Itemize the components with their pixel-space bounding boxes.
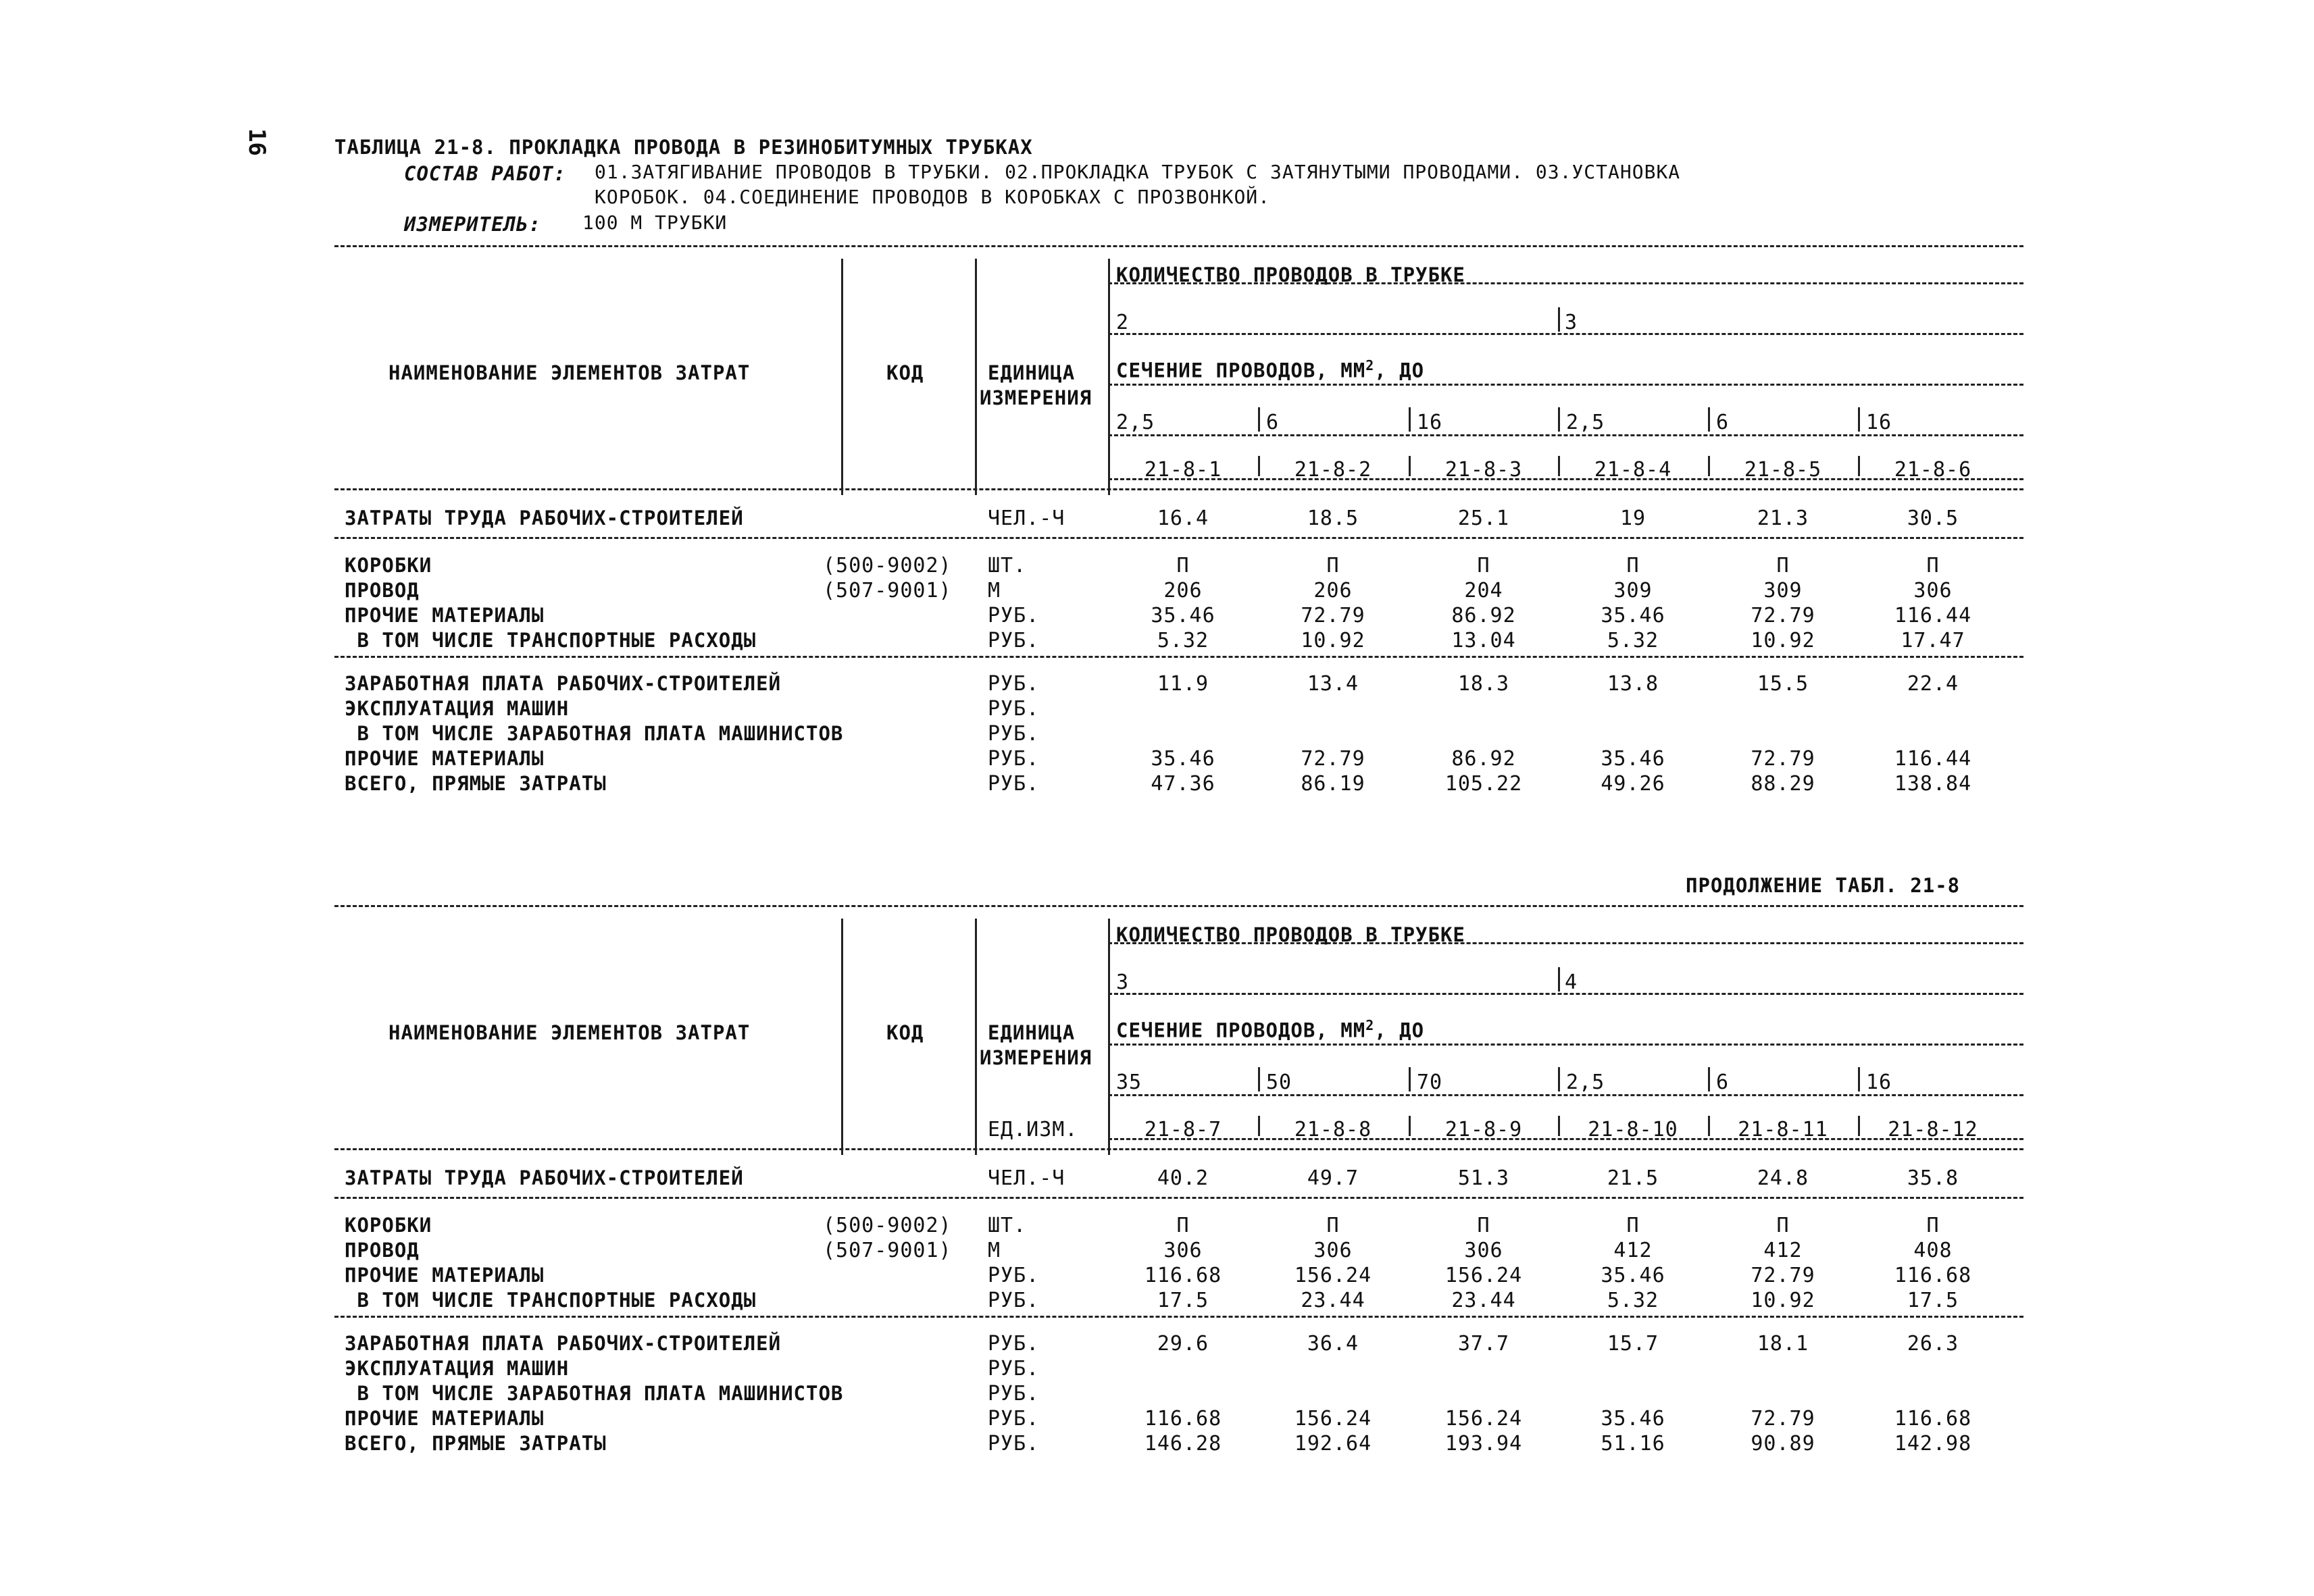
material-value: 72.79 xyxy=(1751,604,1815,627)
cost-row-unit: РУБ. xyxy=(988,747,1040,771)
code-unit-divider xyxy=(975,919,977,1155)
section-label: 16 xyxy=(1417,411,1443,434)
cost-value: 51.16 xyxy=(1601,1432,1665,1456)
column-code: 21-8-10 xyxy=(1588,1118,1678,1141)
column-code: 21-8-8 xyxy=(1294,1118,1372,1141)
column-header-unit: ЕДИНИЦА xyxy=(988,361,1076,384)
section-rule xyxy=(334,537,2023,539)
material-row-unit: РУБ. xyxy=(988,629,1040,652)
labor-value: 21.5 xyxy=(1607,1166,1659,1190)
material-value: 156.24 xyxy=(1294,1264,1372,1287)
material-row-name: В ТОМ ЧИСЛЕ ТРАНСПОРТНЫЕ РАСХОДЫ xyxy=(345,629,757,652)
group-divider xyxy=(1558,307,1560,332)
labor-row-name: ЗАТРАТЫ ТРУДА РАБОЧИХ-СТРОИТЕЛЕЙ xyxy=(345,1166,744,1189)
material-row-unit: РУБ. xyxy=(988,1264,1040,1287)
cost-row-unit: РУБ. xyxy=(988,697,1040,721)
material-value: П xyxy=(1626,554,1640,577)
column-header-unit-abbrev: ЕД.ИЗМ. xyxy=(988,1118,1078,1141)
cost-row-name: ЭКСПЛУАТАЦИЯ МАШИН xyxy=(345,697,570,720)
labor-value: 21.3 xyxy=(1757,507,1809,530)
cost-value: 156.24 xyxy=(1444,1407,1523,1431)
column-header-section: СЕЧЕНИЕ ПРОВОДОВ, $ММ^2$, ДО xyxy=(1116,1017,1425,1042)
cost-value: 11.9 xyxy=(1157,672,1209,696)
material-row-unit: М xyxy=(988,579,1001,602)
labor-value: 40.2 xyxy=(1157,1166,1209,1190)
labor-value: 51.3 xyxy=(1457,1166,1510,1190)
cost-value: 36.4 xyxy=(1307,1332,1359,1356)
material-value: П xyxy=(1477,554,1490,577)
cost-row-name: ЭКСПЛУАТАЦИЯ МАШИН xyxy=(345,1357,570,1380)
material-value: 412 xyxy=(1613,1239,1653,1262)
header-rule xyxy=(1108,384,2023,386)
material-value: П xyxy=(1776,554,1790,577)
cost-value: 142.98 xyxy=(1894,1432,1972,1456)
material-row-code: (500-9002) xyxy=(823,554,952,577)
cost-value: 105.22 xyxy=(1444,772,1523,796)
material-row-unit: ШТ. xyxy=(988,554,1027,577)
section-divider xyxy=(1558,407,1560,432)
column-code: 21-8-4 xyxy=(1594,458,1672,482)
material-row-unit: ШТ. xyxy=(988,1214,1027,1237)
cost-value: 146.28 xyxy=(1144,1432,1222,1456)
material-row-unit: РУБ. xyxy=(988,1289,1040,1312)
material-row-name: ПРОВОД xyxy=(345,1239,420,1262)
column-code: 21-8-6 xyxy=(1894,458,1972,482)
cost-value: 26.3 xyxy=(1907,1332,1959,1356)
cost-row-unit: РУБ. xyxy=(988,1407,1040,1431)
column-header-code: КОД xyxy=(886,1021,924,1044)
cost-value: 72.79 xyxy=(1301,747,1365,771)
cost-value: 35.46 xyxy=(1601,747,1665,771)
table-title: ТАБЛИЦА 21-8. ПРОКЛАДКА ПРОВОДА В РЕЗИНОБИТУМНЫХ ТРУБКАХ xyxy=(334,136,1033,159)
material-value: 5.32 xyxy=(1607,1289,1659,1312)
cost-value: 156.24 xyxy=(1294,1407,1372,1431)
cost-value: 13.4 xyxy=(1307,672,1359,696)
composition-line-2: КОРОБОК. 04.СОЕДИНЕНИЕ ПРОВОДОВ В КОРОБКАХ С ПРОЗВОНКОЙ. xyxy=(595,186,1271,208)
material-row-code: (500-9002) xyxy=(823,1214,952,1237)
column-header-unit: ЕДИНИЦА xyxy=(988,1021,1076,1044)
section-divider xyxy=(1708,1067,1710,1091)
composition-line-1: 01.ЗАТЯГИВАНИЕ ПРОВОДОВ В ТРУБКИ. 02.ПРОКЛАДКА ТРУБОК С ЗАТЯНУТЫМИ ПРОВОДАМИ. 03.УСТАНОВКА xyxy=(595,161,1681,183)
cost-row-name: ПРОЧИЕ МАТЕРИАЛЫ xyxy=(345,747,545,770)
material-value: 23.44 xyxy=(1301,1289,1365,1312)
header-rule xyxy=(1108,1044,2023,1046)
material-value: 35.46 xyxy=(1601,604,1665,627)
column-code: 21-8-12 xyxy=(1888,1118,1978,1141)
cost-value: 13.8 xyxy=(1607,672,1659,696)
name-code-divider xyxy=(841,259,843,495)
section-divider xyxy=(1858,1067,1860,1091)
section-divider xyxy=(1558,1067,1560,1091)
name-code-divider xyxy=(841,919,843,1155)
labor-row-name: ЗАТРАТЫ ТРУДА РАБОЧИХ-СТРОИТЕЛЕЙ xyxy=(345,507,744,530)
labor-value: 49.7 xyxy=(1307,1166,1359,1190)
material-value: 10.92 xyxy=(1751,629,1815,652)
header-rule xyxy=(1108,434,2023,436)
cost-row-unit: РУБ. xyxy=(988,772,1040,796)
material-value: 13.04 xyxy=(1451,629,1516,652)
cost-row-name: В ТОМ ЧИСЛЕ ЗАРАБОТНАЯ ПЛАТА МАШИНИСТОВ xyxy=(345,722,844,745)
cost-row-unit: РУБ. xyxy=(988,1432,1040,1456)
material-value: П xyxy=(1326,1214,1340,1237)
material-value: П xyxy=(1776,1214,1790,1237)
material-value: 72.79 xyxy=(1751,1264,1815,1287)
composition-label: СОСТАВ РАБОТ: xyxy=(404,162,566,185)
cost-value: 72.79 xyxy=(1751,1407,1815,1431)
labor-value: 25.1 xyxy=(1457,507,1510,530)
cost-row-unit: РУБ. xyxy=(988,722,1040,746)
column-header-section: СЕЧЕНИЕ ПРОВОДОВ, $ММ^2$, ДО xyxy=(1116,357,1425,382)
labor-value: 18.5 xyxy=(1307,507,1359,530)
section-label: 16 xyxy=(1866,1071,1892,1094)
section-rule xyxy=(334,1316,2023,1318)
material-row-code: (507-9001) xyxy=(823,579,952,602)
material-value: 86.92 xyxy=(1451,604,1516,627)
material-value: П xyxy=(1176,554,1190,577)
continuation-label: ПРОДОЛЖЕНИЕ ТАБЛ. 21-8 xyxy=(1686,874,1961,897)
measure-value: 100 М ТРУБКИ xyxy=(582,211,728,234)
cost-value: 90.89 xyxy=(1751,1432,1815,1456)
section-label: 35 xyxy=(1116,1071,1142,1094)
material-value: 72.79 xyxy=(1301,604,1365,627)
material-value: П xyxy=(1477,1214,1490,1237)
column-code: 21-8-1 xyxy=(1144,458,1222,482)
section-divider xyxy=(1708,407,1710,432)
column-header-name: НАИМЕНОВАНИЕ ЭЛЕМЕНТОВ ЗАТРАТ xyxy=(388,1021,751,1044)
header-bottom-rule xyxy=(334,488,2023,490)
cost-row-name: ПРОЧИЕ МАТЕРИАЛЫ xyxy=(345,1407,545,1430)
material-value: 412 xyxy=(1763,1239,1803,1262)
section-label: 6 xyxy=(1266,411,1280,434)
material-value: П xyxy=(1926,554,1940,577)
section-label: 50 xyxy=(1266,1071,1292,1094)
wire-group-label: 3 xyxy=(1565,311,1578,334)
cost-row-unit: РУБ. xyxy=(988,1332,1040,1356)
cost-row-unit: РУБ. xyxy=(988,1357,1040,1381)
material-value: П xyxy=(1926,1214,1940,1237)
section-rule xyxy=(334,1197,2023,1199)
table-top-rule xyxy=(334,245,2023,247)
material-value: П xyxy=(1626,1214,1640,1237)
column-code: 21-8-11 xyxy=(1738,1118,1828,1141)
material-row-name: ПРОВОД xyxy=(345,579,420,602)
section-label: 6 xyxy=(1716,1071,1730,1094)
material-value: 309 xyxy=(1613,579,1653,602)
material-value: 17.5 xyxy=(1157,1289,1209,1312)
column-code: 21-8-3 xyxy=(1444,458,1523,482)
material-value: 116.44 xyxy=(1894,604,1972,627)
material-row-name: В ТОМ ЧИСЛЕ ТРАНСПОРТНЫЕ РАСХОДЫ xyxy=(345,1289,757,1312)
material-value: 306 xyxy=(1913,579,1953,602)
column-header-unit-2: ИЗМЕРЕНИЯ xyxy=(980,386,1092,409)
column-header-code: КОД xyxy=(886,361,924,384)
cost-value: 18.3 xyxy=(1457,672,1510,696)
cost-value: 29.6 xyxy=(1157,1332,1209,1356)
cost-value: 35.46 xyxy=(1151,747,1215,771)
cost-value: 116.68 xyxy=(1894,1407,1972,1431)
material-row-code: (507-9001) xyxy=(823,1239,952,1262)
column-header-unit-2: ИЗМЕРЕНИЯ xyxy=(980,1046,1092,1069)
cost-value: 86.19 xyxy=(1301,772,1365,796)
cost-value: 138.84 xyxy=(1894,772,1972,796)
labor-value: 24.8 xyxy=(1757,1166,1809,1190)
section-label: 2,5 xyxy=(1566,1071,1605,1094)
column-code: 21-8-5 xyxy=(1744,458,1822,482)
cost-row-unit: РУБ. xyxy=(988,1382,1040,1406)
material-value: 35.46 xyxy=(1151,604,1215,627)
cost-value: 47.36 xyxy=(1151,772,1215,796)
cost-row-name: В ТОМ ЧИСЛЕ ЗАРАБОТНАЯ ПЛАТА МАШИНИСТОВ xyxy=(345,1382,844,1405)
labor-value: 16.4 xyxy=(1157,507,1209,530)
material-value: 10.92 xyxy=(1751,1289,1815,1312)
column-code: 21-8-2 xyxy=(1294,458,1372,482)
table-top-rule xyxy=(334,905,2023,907)
material-value: 5.32 xyxy=(1157,629,1209,652)
cost-row-name: ЗАРАБОТНАЯ ПЛАТА РАБОЧИХ-СТРОИТЕЛЕЙ xyxy=(345,672,782,695)
material-value: 156.24 xyxy=(1444,1264,1523,1287)
labor-value: 35.8 xyxy=(1907,1166,1959,1190)
wire-group-label: 3 xyxy=(1116,971,1130,994)
cost-row-name: ВСЕГО, ПРЯМЫЕ ЗАТРАТЫ xyxy=(345,1432,607,1455)
labor-value: 19 xyxy=(1619,507,1646,530)
column-code: 21-8-7 xyxy=(1144,1118,1222,1141)
material-value: 17.5 xyxy=(1907,1289,1959,1312)
material-value: 10.92 xyxy=(1301,629,1365,652)
measure-label: ИЗМЕРИТЕЛЬ: xyxy=(404,213,542,236)
section-rule xyxy=(334,656,2023,658)
section-label: 2,5 xyxy=(1116,411,1155,434)
material-value: 116.68 xyxy=(1144,1264,1222,1287)
column-header-wire-count: КОЛИЧЕСТВО ПРОВОДОВ В ТРУБКЕ xyxy=(1116,263,1465,286)
cost-value: 35.46 xyxy=(1601,1407,1665,1431)
cost-row-name: ЗАРАБОТНАЯ ПЛАТА РАБОЧИХ-СТРОИТЕЛЕЙ xyxy=(345,1332,782,1355)
material-value: 306 xyxy=(1313,1239,1353,1262)
material-row-name: КОРОБКИ xyxy=(345,1214,432,1237)
cost-value: 15.5 xyxy=(1757,672,1809,696)
cost-value: 193.94 xyxy=(1444,1432,1523,1456)
material-value: 206 xyxy=(1163,579,1203,602)
material-value: 116.68 xyxy=(1894,1264,1972,1287)
section-label: 6 xyxy=(1716,411,1730,434)
labor-row-unit: ЧЕЛ.-Ч xyxy=(988,507,1065,530)
cost-value: 22.4 xyxy=(1907,672,1959,696)
cost-row-unit: РУБ. xyxy=(988,672,1040,696)
cost-value: 49.26 xyxy=(1601,772,1665,796)
material-row-name: ПРОЧИЕ МАТЕРИАЛЫ xyxy=(345,1264,545,1287)
material-value: 5.32 xyxy=(1607,629,1659,652)
wire-group-label: 4 xyxy=(1565,971,1578,994)
material-row-name: КОРОБКИ xyxy=(345,554,432,577)
material-value: 204 xyxy=(1464,579,1503,602)
material-value: 306 xyxy=(1464,1239,1503,1262)
material-value: 17.47 xyxy=(1901,629,1965,652)
cost-value: 72.79 xyxy=(1751,747,1815,771)
cost-value: 192.64 xyxy=(1294,1432,1372,1456)
material-value: 306 xyxy=(1163,1239,1203,1262)
material-value: П xyxy=(1176,1214,1190,1237)
column-code: 21-8-9 xyxy=(1444,1118,1523,1141)
cost-value: 15.7 xyxy=(1607,1332,1659,1356)
section-divider xyxy=(1409,1067,1411,1091)
cost-value: 88.29 xyxy=(1751,772,1815,796)
material-value: 35.46 xyxy=(1601,1264,1665,1287)
header-rule xyxy=(1108,1094,2023,1096)
cost-value: 116.44 xyxy=(1894,747,1972,771)
section-label: 70 xyxy=(1417,1071,1443,1094)
code-unit-divider xyxy=(975,259,977,495)
section-divider xyxy=(1858,407,1860,432)
material-value: 23.44 xyxy=(1451,1289,1516,1312)
section-divider xyxy=(1409,407,1411,432)
material-row-unit: М xyxy=(988,1239,1001,1262)
wire-group-label: 2 xyxy=(1116,311,1130,334)
section-label: 16 xyxy=(1866,411,1892,434)
labor-row-unit: ЧЕЛ.-Ч xyxy=(988,1166,1065,1190)
material-row-name: ПРОЧИЕ МАТЕРИАЛЫ xyxy=(345,604,545,627)
material-value: 309 xyxy=(1763,579,1803,602)
column-header-name: НАИМЕНОВАНИЕ ЭЛЕМЕНТОВ ЗАТРАТ xyxy=(388,361,751,384)
material-row-unit: РУБ. xyxy=(988,604,1040,627)
page-number: 16 xyxy=(243,128,270,156)
section-divider xyxy=(1258,407,1260,432)
section-divider xyxy=(1258,1067,1260,1091)
cost-value: 18.1 xyxy=(1757,1332,1809,1356)
section-label: 2,5 xyxy=(1566,411,1605,434)
labor-value: 30.5 xyxy=(1907,507,1959,530)
header-bottom-rule xyxy=(334,1148,2023,1150)
material-value: П xyxy=(1326,554,1340,577)
cost-value: 37.7 xyxy=(1457,1332,1510,1356)
material-value: 206 xyxy=(1313,579,1353,602)
cost-value: 116.68 xyxy=(1144,1407,1222,1431)
group-divider xyxy=(1558,967,1560,992)
cost-value: 86.92 xyxy=(1451,747,1516,771)
material-value: 408 xyxy=(1913,1239,1953,1262)
cost-row-name: ВСЕГО, ПРЯМЫЕ ЗАТРАТЫ xyxy=(345,772,607,795)
column-header-wire-count: КОЛИЧЕСТВО ПРОВОДОВ В ТРУБКЕ xyxy=(1116,923,1465,946)
